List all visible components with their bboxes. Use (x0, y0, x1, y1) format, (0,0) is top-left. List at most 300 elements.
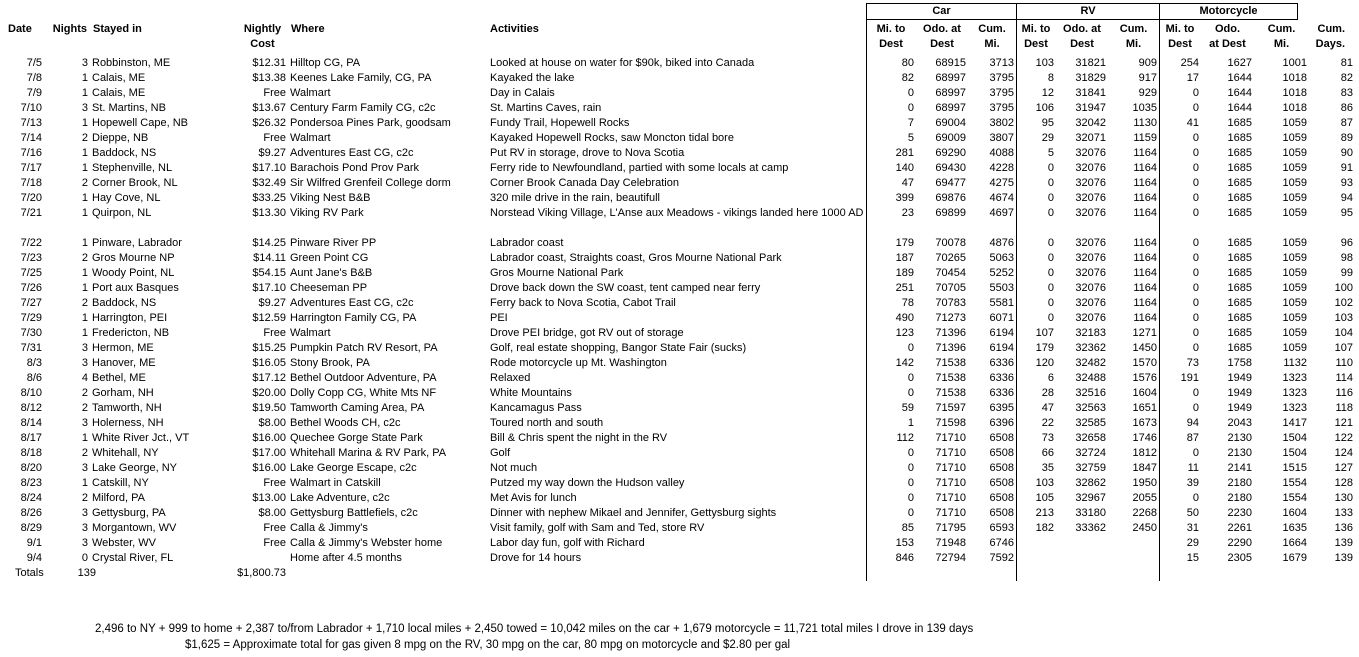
cell-rv-odo-at-dest: 32076 (1075, 312, 1106, 324)
nights-header: Nights (52, 23, 87, 35)
cell-car-odo-at-dest: 70454 (935, 267, 966, 279)
cell-motorcycle-cum-mi: 1059 (1282, 267, 1307, 279)
table-row (0, 356, 1359, 371)
cell-nights: 3 (81, 537, 88, 549)
cell-car-cum-mi: 3802 (989, 117, 1014, 129)
cell-motorcycle-odo-at-dest: 1685 (1227, 237, 1252, 249)
cell-cum-days: 100 (1334, 282, 1353, 294)
cell-rv-cum-mi: 929 (1138, 87, 1157, 99)
cell-motorcycle-cum-mi: 1059 (1282, 342, 1307, 354)
cell-car-odo-at-dest: 71710 (935, 462, 966, 474)
cell-rv-odo-at-dest: 32482 (1075, 357, 1106, 369)
cell-nights: 1 (81, 72, 88, 84)
summary-notes (0, 621, 1359, 653)
table-row (0, 71, 1359, 86)
cell-car-mi-to-dest: 0 (907, 102, 914, 114)
cell-motorcycle-mi-to-dest: 94 (1186, 417, 1199, 429)
cell-car-cum-mi: 6746 (989, 537, 1014, 549)
cell-where: Gettysburg Battlefiels, c2c (290, 507, 418, 519)
cell-car-mi-to-dest: 142 (895, 357, 914, 369)
cell-date: 8/23 (20, 477, 42, 489)
cell-motorcycle-mi-to-dest: 191 (1180, 372, 1199, 384)
cell-nightly-cost: $13.38 (252, 72, 286, 84)
cell-cum-days: 96 (1340, 237, 1353, 249)
cell-car-odo-at-dest: 69430 (935, 162, 966, 174)
cell-nights: 2 (81, 447, 88, 459)
cell-car-cum-mi: 6194 (989, 342, 1014, 354)
cell-rv-mi-to-dest: 0 (1047, 207, 1054, 219)
cell-nightly-cost: $17.10 (252, 162, 286, 174)
cell-rv-odo-at-dest: 32076 (1075, 267, 1106, 279)
cell-cum-days: 90 (1340, 147, 1353, 159)
cell-nights: 2 (81, 402, 88, 414)
cell-nights: 1 (81, 432, 88, 444)
cell-where: Lake Adventure, c2c (290, 492, 390, 504)
cell-motorcycle-odo-at-dest: 1685 (1227, 177, 1252, 189)
cell-motorcycle-odo-at-dest: 2141 (1227, 462, 1252, 474)
cell-nightly-cost (237, 221, 288, 236)
cell-nights: 1 (81, 327, 88, 339)
cell-nightly-cost: $16.05 (252, 357, 286, 369)
cell-rv-odo-at-dest (1056, 536, 1108, 551)
cell-rv-mi-to-dest (1016, 221, 1056, 236)
cell-activities: St. Martins Caves, rain (490, 102, 602, 114)
cell-rv-mi-to-dest: 103 (1035, 57, 1054, 69)
cell-rv-odo-at-dest: 32076 (1075, 252, 1106, 264)
cell-car-cum-mi: 4674 (989, 192, 1014, 204)
cell-car-odo-at-dest: 70783 (935, 297, 966, 309)
cell-date: 7/13 (20, 117, 42, 129)
cell-nights: 1 (81, 282, 88, 294)
cell-car-odo-at-dest: 69899 (935, 207, 966, 219)
spacer-row (0, 221, 1359, 236)
cell-where: Quechee Gorge State Park (290, 432, 423, 444)
cell-where: Century Farm Family CG, c2c (290, 102, 436, 114)
cell-stayed-in: Baddock, NS (92, 147, 157, 159)
cell-stayed-in: Morgantown, WV (92, 522, 177, 534)
cell-nightly-cost: $17.00 (252, 447, 286, 459)
cell-rv-odo-at-dest: 33362 (1075, 522, 1106, 534)
cell-nightly-cost: $17.10 (252, 282, 286, 294)
column-header-row (0, 22, 1359, 52)
table-row (0, 386, 1359, 401)
cell-car-mi-to-dest: 80 (901, 57, 914, 69)
cell-rv-odo-at-dest: 32183 (1075, 327, 1106, 339)
cell-date: 8/20 (20, 462, 42, 474)
cell-where: Aunt Jane's B&B (290, 267, 373, 279)
cell-motorcycle-mi-to-dest: 0 (1192, 132, 1199, 144)
cell-rv-odo-at-dest: 32362 (1075, 342, 1106, 354)
cell-stayed-in: Gorham, NH (92, 387, 154, 399)
cell-car-cum-mi: 3713 (989, 57, 1014, 69)
cell-car-cum-mi: 6336 (989, 372, 1014, 384)
cell-motorcycle-cum-mi: 1059 (1282, 237, 1307, 249)
cell-rv-mi-to-dest: 0 (1047, 267, 1054, 279)
cell-car-cum-mi: 6508 (989, 447, 1014, 459)
cell-car-cum-mi: 5503 (989, 282, 1014, 294)
cell-rv-cum-mi: 1164 (1133, 237, 1157, 249)
cell-date: 7/20 (20, 192, 42, 204)
cell-nights: 1 (81, 267, 88, 279)
cell-activities: PEI (490, 312, 508, 324)
cell-stayed-in: Catskill, NY (92, 477, 149, 489)
cell-stayed-in: St. Martins, NB (92, 102, 166, 114)
cell-where: Viking Nest B&B (290, 192, 371, 204)
cell-cum-days: 118 (1335, 402, 1353, 414)
cell-rv-odo-at-dest: 32076 (1075, 162, 1106, 174)
cell-rv-cum-mi: 1950 (1132, 477, 1157, 489)
cell-rv-mi-to-dest: 182 (1035, 522, 1054, 534)
cell-rv-cum-mi: 1812 (1132, 447, 1157, 459)
cell-where: Calla & Jimmy's (290, 522, 368, 534)
cell-where: Adventures East CG, c2c (290, 147, 414, 159)
cell-cum-days: 99 (1340, 267, 1353, 279)
cell-activities: Kayaked Hopewell Rocks, saw Moncton tidal bore (490, 132, 734, 144)
cell-car-odo-at-dest: 71396 (935, 342, 966, 354)
motorcycle-group-header: Motorcycle (1159, 3, 1298, 20)
cell-car-odo-at-dest: 69004 (935, 117, 966, 129)
cell-activities: Labrador coast, Straights coast, Gros Mourne National Park (490, 252, 782, 264)
cell-car-odo-at-dest (916, 221, 968, 236)
table-row (0, 296, 1359, 311)
cell-motorcycle-mi-to-dest: 39 (1186, 477, 1199, 489)
cell-rv-odo-at-dest: 31821 (1075, 57, 1106, 69)
cell-car-mi-to-dest: 78 (901, 297, 914, 309)
cell-where: Walmart in Catskill (290, 477, 381, 489)
cell-motorcycle-cum-mi: 1059 (1282, 147, 1307, 159)
cell-where: Hilltop CG, PA (290, 57, 361, 69)
cell-rv-odo-at-dest (1056, 221, 1108, 236)
cell-stayed-in: Corner Brook, NL (92, 177, 178, 189)
cell-stayed-in: Pinware, Labrador (92, 237, 182, 249)
cell-motorcycle-odo-at-dest: 1685 (1227, 147, 1252, 159)
cell-motorcycle-odo-at-dest: 1685 (1227, 252, 1252, 264)
cell-car-cum-mi: 3795 (989, 72, 1014, 84)
cell-rv-cum-mi: 1164 (1133, 192, 1157, 204)
cell-nightly-cost: Free (263, 522, 286, 534)
cell-car-mi-to-dest: 0 (907, 492, 914, 504)
table-body (0, 56, 1359, 581)
cell-motorcycle-cum-mi: 1664 (1282, 537, 1307, 549)
cell-motorcycle-odo-at-dest: 2230 (1227, 507, 1252, 519)
cell-car-odo-at-dest: 70265 (935, 252, 966, 264)
cell-motorcycle-mi-to-dest: 0 (1192, 447, 1199, 459)
cell-motorcycle-odo-at-dest: 2130 (1227, 447, 1252, 459)
cell-rv-mi-to-dest: 73 (1041, 432, 1054, 444)
cell-motorcycle-odo-at-dest: 1949 (1227, 387, 1252, 399)
cell-car-mi-to-dest: 189 (895, 267, 914, 279)
cell-car-mi-to-dest: 47 (901, 177, 914, 189)
cell-car-odo-at-dest: 71598 (935, 417, 966, 429)
cell-car-cum-mi: 5581 (989, 297, 1014, 309)
cell-rv-odo-at-dest: 32658 (1075, 432, 1106, 444)
cell-rv-cum-mi: 1164 (1133, 297, 1157, 309)
cell-date: 7/14 (20, 132, 42, 144)
cell-nightly-cost: $19.50 (252, 402, 286, 414)
cell-stayed-in: Hermon, ME (92, 342, 154, 354)
cell-car-odo-at-dest: 69477 (935, 177, 966, 189)
cell-activities: Day in Calais (490, 87, 555, 99)
cell-motorcycle-odo-at-dest: 1949 (1227, 402, 1252, 414)
table-row (0, 431, 1359, 446)
cell-stayed-in: Stephenville, NL (92, 162, 173, 174)
cell-date: 8/3 (26, 357, 42, 369)
cell-nightly-cost: Free (263, 132, 286, 144)
cell-car-cum-mi: 4697 (989, 207, 1014, 219)
cell-motorcycle-odo-at-dest: 1685 (1227, 297, 1252, 309)
cell-motorcycle-mi-to-dest (1159, 221, 1201, 236)
cell-where: Calla & Jimmy's Webster home (290, 537, 443, 549)
cell-date: 7/27 (20, 297, 42, 309)
cell-motorcycle-cum-mi: 1059 (1282, 252, 1307, 264)
cell-car-cum-mi: 6593 (989, 522, 1014, 534)
cell-nights: 2 (81, 387, 88, 399)
cell-stayed-in: Holerness, NH (92, 417, 164, 429)
cell-nights: 2 (81, 252, 88, 264)
cell-cum-days: 93 (1340, 177, 1353, 189)
cell-rv-odo-at-dest: 32862 (1075, 477, 1106, 489)
cell-rv-cum-mi: 1164 (1133, 282, 1157, 294)
cell-car-mi-to-dest: 23 (901, 207, 914, 219)
cell-nights: 2 (81, 492, 88, 504)
cell-motorcycle-mi-to-dest: 0 (1192, 312, 1199, 324)
cell-car-cum-mi: 4876 (989, 237, 1014, 249)
cell-car-odo-at-dest: 71710 (935, 507, 966, 519)
cell-motorcycle-odo-at-dest: 1644 (1227, 72, 1252, 84)
cell-activities: Rode motorcycle up Mt. Washington (490, 357, 667, 369)
cell-activities: Putzed my way down the Hudson valley (490, 477, 685, 489)
cell-where: Pondersoa Pines Park, goodsam (290, 117, 451, 129)
cell-motorcycle-odo-at-dest: 2180 (1227, 477, 1252, 489)
cell-motorcycle-mi-to-dest: 73 (1186, 357, 1199, 369)
table-row (0, 551, 1359, 566)
cell-motorcycle-cum-mi: 1059 (1282, 162, 1307, 174)
cell-car-mi-to-dest: 399 (895, 192, 914, 204)
cell-motorcycle-mi-to-dest: 15 (1186, 552, 1199, 564)
cell-car-mi-to-dest: 153 (895, 537, 914, 549)
table-row (0, 206, 1359, 221)
cell-nights: 2 (81, 132, 88, 144)
cell-rv-cum-mi: 1164 (1133, 207, 1157, 219)
table-row (0, 536, 1359, 551)
table-row (0, 191, 1359, 206)
cell-cum-days: 95 (1340, 207, 1353, 219)
cell-car-mi-to-dest: 0 (907, 462, 914, 474)
cell-date: 7/22 (20, 237, 42, 249)
cell-nights: 1 (81, 162, 88, 174)
cell-rv-mi-to-dest: 95 (1041, 117, 1054, 129)
cell-car-odo-at-dest: 71538 (935, 357, 966, 369)
cell-motorcycle-mi-to-dest: 0 (1192, 192, 1199, 204)
cell-motorcycle-mi-to-dest: 50 (1186, 507, 1199, 519)
cell-car-cum-mi: 6194 (989, 327, 1014, 339)
cell-car-cum-mi: 6336 (989, 357, 1014, 369)
cell-rv-mi-to-dest: 0 (1047, 177, 1054, 189)
cell-date: 7/25 (20, 267, 42, 279)
cell-car-cum-mi: 5252 (989, 267, 1014, 279)
cell-car-odo-at-dest: 69876 (935, 192, 966, 204)
cell-nights: 2 (81, 297, 88, 309)
cell-car-odo-at-dest: 72794 (935, 552, 966, 564)
cell-cum-days: 133 (1334, 507, 1353, 519)
cell-nights: 3 (81, 507, 88, 519)
cell-nights: 3 (81, 357, 88, 369)
cell-activities (487, 221, 866, 236)
cell-cum-days: 81 (1340, 57, 1353, 69)
cell-date: 8/17 (20, 432, 42, 444)
cell-activities: Labor day fun, golf with Richard (490, 537, 645, 549)
cell-rv-mi-to-dest: 0 (1047, 162, 1054, 174)
cell-nights: 3 (81, 462, 88, 474)
cell-cum-days: 128 (1334, 477, 1353, 489)
cell-motorcycle-mi-to-dest: 87 (1186, 432, 1199, 444)
cell-motorcycle-cum-mi: 1018 (1282, 102, 1307, 114)
cell-nightly-cost: $33.25 (252, 192, 286, 204)
cell-nights: 1 (81, 87, 88, 99)
cell-rv-cum-mi: 909 (1138, 57, 1157, 69)
cell-motorcycle-cum-mi: 1323 (1282, 402, 1307, 414)
cell-nights: 1 (81, 237, 88, 249)
cell-where: Lake George Escape, c2c (290, 462, 417, 474)
cell-rv-mi-to-dest: 12 (1041, 87, 1054, 99)
activities-header: Activities (490, 23, 539, 35)
stayed-in-header: Stayed in (93, 23, 142, 35)
cell-nightly-cost: Free (263, 87, 286, 99)
cell-car-odo-at-dest: 70705 (935, 282, 966, 294)
totals-label: Totals (15, 567, 44, 579)
table-row (0, 161, 1359, 176)
cell-car-mi-to-dest: 5 (907, 132, 914, 144)
cell-activities: Put RV in storage, drove to Nova Scotia (490, 147, 685, 159)
cell-motorcycle-cum-mi: 1059 (1282, 327, 1307, 339)
cell-cum-days: 130 (1334, 492, 1353, 504)
cell-cum-days: 87 (1340, 117, 1353, 129)
cell-car-odo-at-dest: 68997 (935, 102, 966, 114)
cell-rv-odo-at-dest: 32759 (1075, 462, 1106, 474)
cell-car-odo-at-dest: 71795 (935, 522, 966, 534)
cell-stayed-in: White River Jct., VT (92, 432, 190, 444)
cell-nights: 3 (81, 57, 88, 69)
cell-motorcycle-odo-at-dest: 1685 (1227, 312, 1252, 324)
cell-stayed-in: Baddock, NS (92, 297, 157, 309)
motorcycle-cum-mi-header: Cum. Mi. (1267, 23, 1296, 50)
cell-rv-mi-to-dest: 29 (1041, 132, 1054, 144)
cell-motorcycle-odo-at-dest: 1685 (1227, 282, 1252, 294)
cell-stayed-in: Milford, PA (92, 492, 145, 504)
cell-stayed-in: Lake George, NY (92, 462, 177, 474)
cell-car-cum-mi: 3795 (989, 102, 1014, 114)
table-row (0, 311, 1359, 326)
gas-cost-summary-line: $1,625 = Approximate total for gas given 8 mpg on the RV, 30 mpg on the car, 80 mpg on motorcycle and $2.80 per gal (185, 639, 791, 651)
cell-stayed-in: Fredericton, NB (92, 327, 170, 339)
cell-nightly-cost: Free (263, 477, 286, 489)
rv-odo-at-dest-header: Odo. at Dest (1063, 23, 1101, 50)
cell-motorcycle-odo-at-dest: 1685 (1227, 327, 1252, 339)
cell-car-mi-to-dest: 187 (895, 252, 914, 264)
table-row (0, 326, 1359, 341)
cell-motorcycle-mi-to-dest: 0 (1192, 237, 1199, 249)
cell-rv-odo-at-dest: 32071 (1075, 132, 1106, 144)
cell-motorcycle-cum-mi: 1554 (1282, 492, 1307, 504)
cell-stayed-in: Harrington, PEI (92, 312, 168, 324)
cell-rv-cum-mi (1108, 551, 1159, 566)
cell-motorcycle-odo-at-dest: 1685 (1227, 162, 1252, 174)
cell-date: 8/12 (20, 402, 42, 414)
cell-where: Home after 4.5 months (290, 552, 402, 564)
cell-stayed-in: Hanover, ME (92, 357, 156, 369)
cell-where: Viking RV Park (290, 207, 364, 219)
cell-nights: 3 (81, 102, 88, 114)
cell-rv-odo-at-dest: 32076 (1075, 192, 1106, 204)
cell-rv-mi-to-dest: 107 (1035, 327, 1054, 339)
cell-motorcycle-cum-mi: 1554 (1282, 477, 1307, 489)
cell-motorcycle-mi-to-dest: 0 (1192, 327, 1199, 339)
cell-rv-odo-at-dest: 32042 (1075, 117, 1106, 129)
cell-motorcycle-cum-mi: 1059 (1282, 282, 1307, 294)
cell-rv-cum-mi: 1130 (1133, 117, 1157, 129)
cell-motorcycle-odo-at-dest: 2180 (1227, 492, 1252, 504)
cell-rv-odo-at-dest: 32076 (1075, 282, 1106, 294)
cell-stayed-in: Webster, WV (92, 537, 156, 549)
cell-nightly-cost (237, 551, 288, 566)
table-row (0, 236, 1359, 251)
cell-where: Keenes Lake Family, CG, PA (290, 72, 432, 84)
cell-activities: Ferry ride to Newfoundland, partied with some locals at camp (490, 162, 789, 174)
cell-car-odo-at-dest: 70078 (935, 237, 966, 249)
cell-rv-odo-at-dest: 32563 (1075, 402, 1106, 414)
cell-date: 8/24 (20, 492, 42, 504)
cell-motorcycle-odo-at-dest: 1685 (1227, 267, 1252, 279)
table-row (0, 86, 1359, 101)
cell-car-mi-to-dest: 0 (907, 87, 914, 99)
cell-cum-days: 139 (1334, 552, 1353, 564)
cell-rv-odo-at-dest: 32076 (1075, 297, 1106, 309)
cell-rv-cum-mi: 1746 (1132, 432, 1157, 444)
cell-activities: 320 mile drive in the rain, beautifull (490, 192, 660, 204)
cell-activities: Ferry back to Nova Scotia, Cabot Trail (490, 297, 676, 309)
cell-cum-days: 86 (1340, 102, 1353, 114)
cell-rv-mi-to-dest (1016, 536, 1056, 551)
cell-where: Barachois Pond Prov Park (290, 162, 420, 174)
cell-nightly-cost: $15.25 (252, 342, 286, 354)
cell-date: 7/9 (26, 87, 42, 99)
cell-rv-mi-to-dest: 0 (1047, 312, 1054, 324)
cell-nights: 4 (81, 372, 88, 384)
cell-car-mi-to-dest: 0 (907, 387, 914, 399)
cell-car-cum-mi: 6508 (989, 492, 1014, 504)
cell-motorcycle-odo-at-dest: 1685 (1227, 192, 1252, 204)
cell-stayed-in: Hay Cove, NL (92, 192, 161, 204)
cell-rv-cum-mi (1108, 536, 1159, 551)
cell-nights (45, 221, 90, 236)
cell-cum-days: 104 (1334, 327, 1353, 339)
cell-rv-mi-to-dest: 22 (1041, 417, 1054, 429)
cell-date: 7/16 (20, 147, 42, 159)
table-row (0, 401, 1359, 416)
cell-motorcycle-odo-at-dest (1201, 221, 1254, 236)
table-row (0, 341, 1359, 356)
table-row (0, 506, 1359, 521)
cell-cum-days: 124 (1334, 447, 1353, 459)
cell-motorcycle-odo-at-dest: 1685 (1227, 132, 1252, 144)
cell-motorcycle-mi-to-dest: 0 (1192, 102, 1199, 114)
cell-car-cum-mi: 6508 (989, 477, 1014, 489)
cell-date: 7/10 (20, 102, 42, 114)
cell-rv-cum-mi: 917 (1138, 72, 1157, 84)
cell-nightly-cost: $8.00 (258, 507, 286, 519)
cell-rv-cum-mi: 1164 (1133, 162, 1157, 174)
cell-cum-days: 102 (1334, 297, 1353, 309)
